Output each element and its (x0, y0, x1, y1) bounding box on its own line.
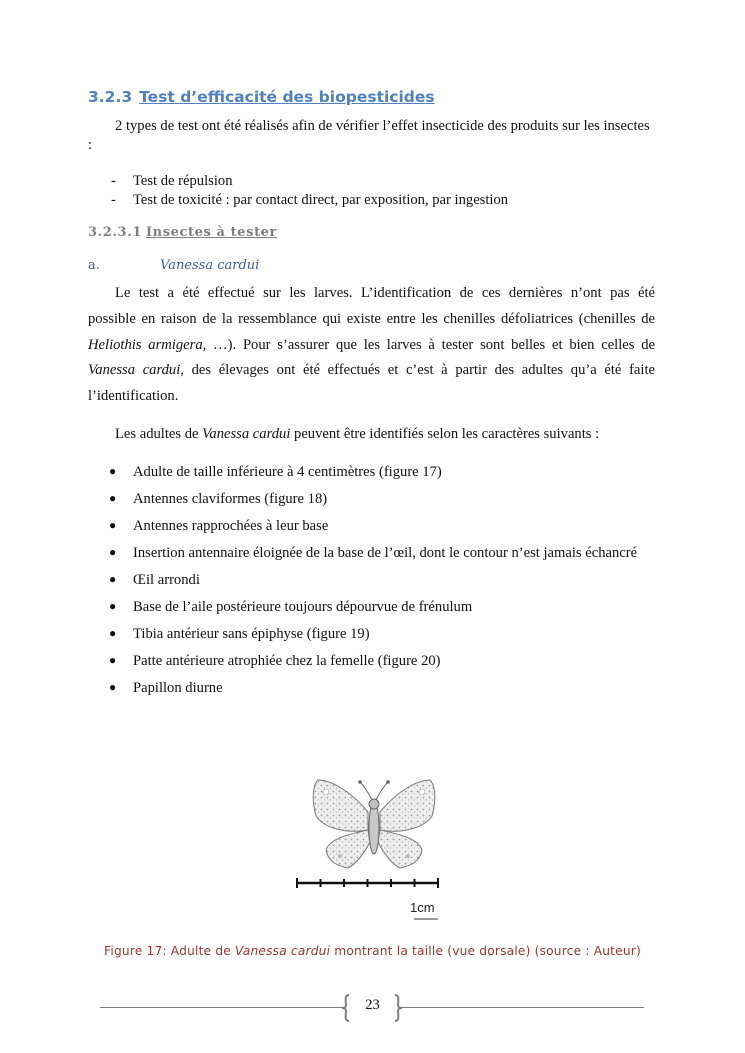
figure-caption (0, 944, 745, 958)
species-name: Vanessa cardui (88, 362, 181, 379)
bullet-marker: ● (109, 464, 117, 478)
paragraph-line: l’identification. (88, 388, 179, 405)
list-item-text: Patte antérieure atrophiée chez la femelle (figure 20) (133, 653, 441, 669)
paragraph-line (88, 358, 655, 384)
species-letter: a. (88, 258, 100, 273)
list-item-text: Antennes rapprochées à leur base (133, 518, 329, 534)
list-item-text: Base de l’aile postérieure toujours dépourvue de frénulum (133, 599, 473, 615)
subsection-number: 3.2.3.1 (88, 225, 142, 240)
bullet-marker: ● (109, 491, 117, 505)
species-name: Heliothis armigera (88, 336, 203, 353)
paragraph-line: Le test a été effectué sur les larves. L’identification de ces dernières n’ont pas été (115, 285, 655, 301)
paragraph-line (88, 333, 655, 359)
page-number: 23 (365, 997, 380, 1013)
paragraph-adults (88, 425, 655, 444)
bullet-marker: ● (109, 518, 117, 532)
paragraph-text: , des élevages ont été effectués et c’est à partir des adultes qu’a été faite (180, 362, 655, 379)
caption-text: montrant la taille (vue dorsale) (source : Auteur) (330, 944, 641, 958)
dash-marker: - (111, 192, 116, 208)
paragraph-text: peuvent être identifiés selon les caractères suivants : (290, 426, 600, 442)
list-item-text: Antennes claviformes (figure 18) (133, 491, 328, 507)
paragraph-text: , …). Pour s’assurer que les larves à tester sont belles et bien celles de (202, 336, 656, 353)
paragraph-line: possible en raison de la ressemblance qui existe entre les chenilles défoliatrices (chenilles de (88, 310, 655, 327)
section-number: 3.2.3 (88, 88, 133, 106)
list-item-text: Test de répulsion (133, 173, 233, 189)
figure-butterfly (290, 772, 460, 927)
list-item-text: Papillon diurne (133, 680, 223, 696)
bullet-marker: ● (109, 572, 117, 586)
bullet-marker: ● (109, 626, 117, 640)
list-item-text: Insertion antennaire éloignée de la base de l’œil, dont le contour n’est jamais échancré (133, 545, 638, 561)
section-title: Test d’efficacité des biopesticides (139, 88, 435, 106)
bullet-marker: ● (109, 599, 117, 613)
caption-species: Vanessa cardui (235, 944, 331, 958)
list-item-text: Œil arrondi (133, 572, 200, 588)
paragraph-text: Les adultes de (115, 426, 203, 442)
list-item-text: Test de toxicité : par contact direct, par exposition, par ingestion (133, 192, 509, 208)
species-heading: Vanessa cardui (160, 258, 260, 273)
caption-text: Figure 17: Adulte de (104, 944, 236, 958)
subsection-title: Insectes à tester (145, 225, 277, 240)
section-heading (88, 88, 435, 106)
bullet-marker: ● (109, 680, 117, 694)
subsection-heading (88, 225, 277, 240)
bullet-marker: ● (109, 545, 117, 559)
list-item-text: Adulte de taille inférieure à 4 centimètres (figure 17) (133, 464, 442, 480)
paragraph-larvae (88, 281, 655, 410)
species-name: Vanessa cardui (202, 426, 291, 442)
list-item-text: Tibia antérieur sans épiphyse (figure 19) (133, 626, 370, 642)
scale-label: 1cm (410, 900, 435, 915)
bullet-marker: ● (109, 653, 117, 667)
dash-marker: - (111, 173, 116, 189)
intro-paragraph: 2 types de test ont été réalisés afin de vérifier l’effet insecticide des produits sur les insectes : (88, 118, 650, 153)
